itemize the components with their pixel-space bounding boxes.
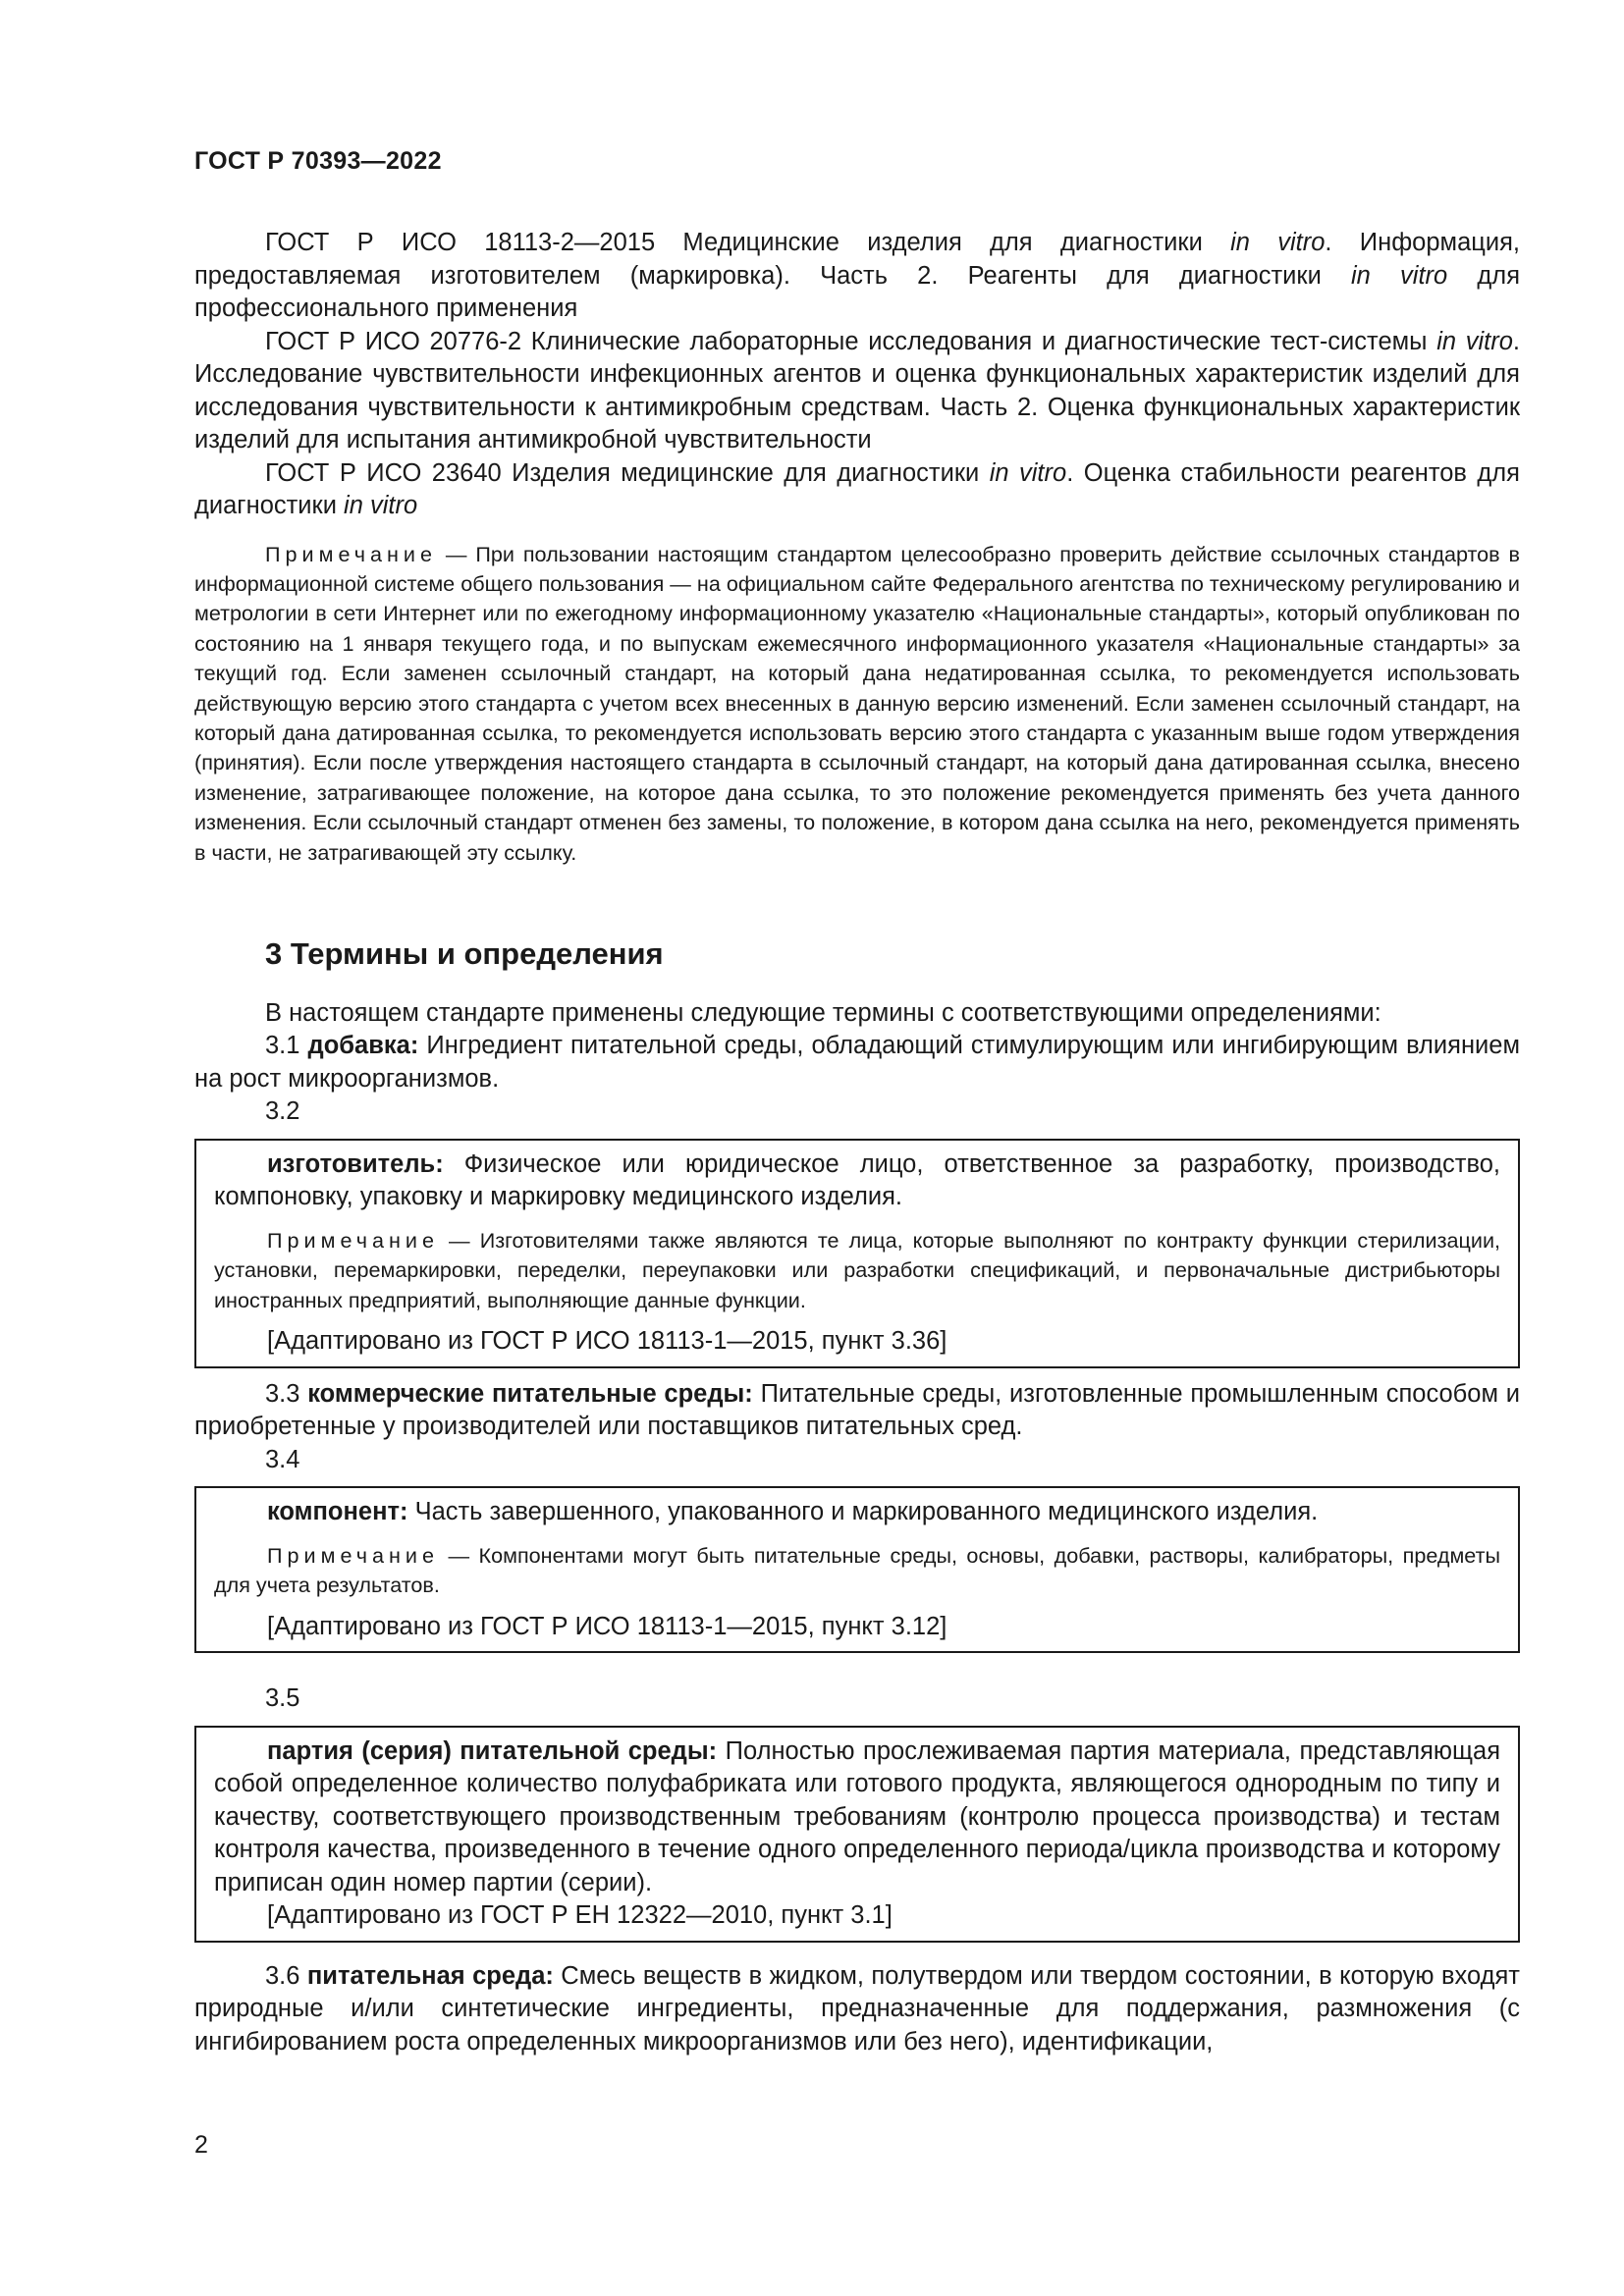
term-number: 3.2 <box>265 1097 300 1126</box>
term-number: 3.5 <box>265 1684 300 1712</box>
document-page <box>194 147 1520 2058</box>
term-name: коммерческие питательные среды: <box>307 1379 753 1408</box>
term-box-3-4: компонент: Часть завершенного, упакованного и маркированного медицинского изделия. Примечание — Компонентами могут быть питательные среды, основы, добавки, растворы, калибраторы, предметы для учета результатов. [Адаптировано из ГОСТ Р ИСО 18113-1—2015, пункт 3.12] <box>194 1486 1520 1653</box>
term-name: добавка: <box>307 1032 419 1060</box>
term-name: партия (серия) питательной среды: <box>267 1736 718 1765</box>
note-text: При пользовании настоящим стандартом целесообразно проверить действие ссылочных стандартов в информационной системе общего пользования — на официальном сайте Федерального агентства по техническому регулированию и метрологии в сети Интернет или по ежегодному информационному указателю «Национальные стандарты», который опубликован по состоянию на 1 января текущего года, и по выпускам ежемесячного информационного указателя «Национальные стандарты» за текущий год. Если заменен ссылочный стандарт, на который дана недатированная ссылка, то рекомендуется использовать действующую версию этого стандарта с учетом всех внесенных в данную версию изменений. Если заменен ссылочный стандарт, на который дана датированная ссылка, то рекомендуется использовать версию этого стандарта с указанным выше годом утверждения (принятия). Если после утверждения настоящего стандарта в ссылочный стандарт, на который дана датированная ссылка, внесено изменение, затрагивающее положение, на которое дана ссылка, то это положение рекомендуется применять без учета данного изменения. Если ссылочный стандарт отменен без замены, то положение, в котором дана ссылка на него, рекомендуется применять в части, не затрагивающей эту ссылку. <box>194 541 1521 865</box>
term-source: [Адаптировано из ГОСТ Р ИСО 18113-1—2015, пункт 3.12] <box>267 1612 947 1640</box>
term-name: компонент: <box>267 1498 408 1526</box>
term-name: питательная среда: <box>306 1961 554 1990</box>
term-number: 3.4 <box>265 1445 300 1473</box>
term-box-3-2: изготовитель: Физическое или юридическое лицо, ответственное за разработку, производство, компоновку, упаковку и маркировку медицинского изделия. Примечание — Изготовителями также являются те лица, которые выполняют по контракту функции стерилизации, установки, перемаркировки, переделки, переупаковки или разработки спецификаций, и первоначальные дистрибьюторы иностранных предприятий, выполняющие данные функции. [Адаптировано из ГОСТ Р ИСО 18113-1—2015, пункт 3.36] <box>194 1139 1520 1368</box>
term-3-1: 3.1 добавка: Ингредиент питательной среды, обладающий стимулирующим или ингибирующим влиянием на рост микроорганизмов. <box>194 1032 1520 1093</box>
term-source: [Адаптировано из ГОСТ Р ЕН 12322—2010, пункт 3.1] <box>267 1901 893 1929</box>
term-note: Примечание — Компонентами могут быть питательные среды, основы, добавки, растворы, калибраторы, предметы для учета результатов. <box>214 1542 1501 1598</box>
term-box-3-5: партия (серия) питательной среды: Полностью прослеживаемая партия материала, представляющая собой определенное количество полуфабриката или готового продукта, являющегося однородным по типу и качеству, соответствующего производственным требованиям (контролю процесса производства) и тестам контроля качества, произведенного в течение одного определенного периода/цикла производства и которому приписан один номер партии (серии). [Адаптировано из ГОСТ Р ЕН 12322—2010, пункт 3.1] <box>194 1726 1520 1943</box>
term-note: Примечание — Изготовителями также являются те лица, которые выполняют по контракту функции стерилизации, установки, перемаркировки, переделки, переупаковки или разработки спецификаций, и первоначальные дистрибьюторы иностранных предприятий, выполняющие данные функции. <box>214 1227 1501 1312</box>
term-3-3: 3.3 коммерческие питательные среды: Питательные среды, изготовленные промышленным способом и приобретенные у производителей или поставщиков питательных сред. <box>194 1379 1520 1441</box>
section-title: 3 Термины и определения <box>265 935 664 971</box>
page-number: 2 <box>194 2131 208 2159</box>
term-3-6: 3.6 питательная среда: Смесь веществ в жидком, полутвердом или твердом состоянии, в которую входят природные и/или синтетические ингредиенты, предназначенные для поддержания, размножения (с ингибированием роста определенных микроорганизмов или без него), идентификации, <box>194 1961 1520 2056</box>
term-name: изготовитель: <box>267 1149 444 1178</box>
document-header: ГОСТ Р 70393—2022 <box>194 147 442 175</box>
note-label: Примечание <box>265 541 437 566</box>
term-source: [Адаптировано из ГОСТ Р ИСО 18113-1—2015, пункт 3.36] <box>267 1327 947 1356</box>
reference-item: ГОСТ Р ИСО 18113-2—2015 Медицинские изделия для диагностики in vitro. Информация, предоставляемая изготовителем (маркировка). Часть 2. Реагенты для диагностики in vitro для профессионального применения <box>194 229 1520 322</box>
section-intro: В настоящем стандарте применены следующие термины с соответствующими определениями: <box>265 998 1381 1027</box>
references-note: Примечание — При пользовании настоящим стандартом целесообразно проверить действие ссылочных стандартов в информационной системе общего пользования — на официальном сайте Федерального агентства по техническому регулированию и метрологии в сети Интернет или по ежегодному информационному указателю «Национальные стандарты», который опубликован по состоянию на 1 января текущего года, и по выпускам ежемесячного информационного указателя «Национальные стандарты» за текущий год. Если заменен ссылочный стандарт, на который дана недатированная ссылка, то рекомендуется использовать действующую версию этого стандарта с учетом всех внесенных в данную версию изменений. Если заменен ссылочный стандарт, на который дана датированная ссылка, то рекомендуется использовать версию этого стандарта с указанным выше годом утверждения (принятия). Если после утверждения настоящего стандарта в ссылочный стандарт, на который дана датированная ссылка, внесено изменение, затрагивающее положение, на которое дана ссылка, то это положение рекомендуется применять без учета данного изменения. Если ссылочный стандарт отменен без замены, то положение, в котором дана ссылка на него, рекомендуется применять в части, не затрагивающей эту ссылку. <box>194 541 1521 865</box>
reference-item: ГОСТ Р ИСО 20776-2 Клинические лабораторные исследования и диагностические тест-системы in vitro. Исследование чувствительности инфекционных агентов и оценка функциональных характеристик изделий для исследования чувствительности к антимикробным средствам. Часть 2. Оценка функциональных характеристик изделий для испытания антимикробной чувствительности <box>194 327 1520 454</box>
reference-item: ГОСТ Р ИСО 23640 Изделия медицинские для диагностики in vitro. Оценка стабильности реагентов для диагностики in vitro <box>194 458 1520 519</box>
